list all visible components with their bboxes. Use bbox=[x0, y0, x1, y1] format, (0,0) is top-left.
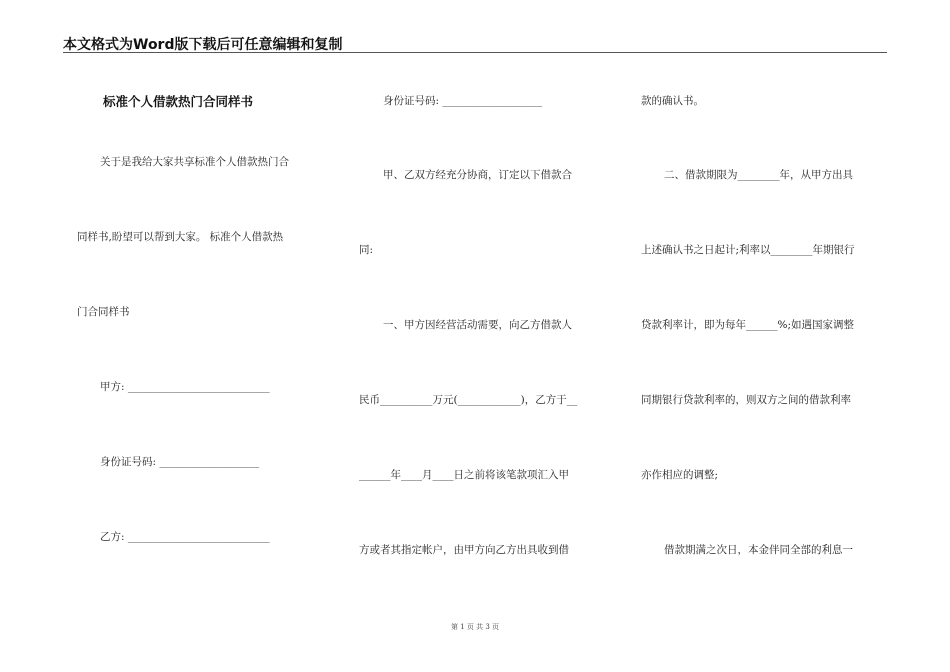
col3-line-5: 同期银行贷款利率的，则双方之间的借款利率 bbox=[641, 394, 851, 406]
document-banner: 本文格式为Word版下载后可任意编辑和复制 bbox=[63, 37, 343, 53]
party-a-id-field: 身份证号码: ___________________ bbox=[100, 456, 260, 468]
document-title: 标准个人借款热门合同样书 bbox=[103, 94, 254, 109]
party-a-field: 甲方: ___________________________ bbox=[100, 381, 270, 393]
col2-line-6: ______年____月____日之前将该笔款项汇入甲 bbox=[359, 469, 569, 481]
col2-line-3: 同: bbox=[359, 244, 374, 256]
party-b-field: 乙方: ___________________________ bbox=[100, 531, 270, 543]
col3-line-4: 贷款利率计，即为每年______%;如遇国家调整 bbox=[641, 319, 855, 331]
col1-line-2: 同样书,盼望可以帮到大家。 标准个人借款热 bbox=[77, 231, 284, 243]
col2-line-2: 甲、乙双方经充分协商，订定以下借款合 bbox=[383, 169, 572, 181]
col3-line-2: 二、借款期限为________年，从甲方出具 bbox=[664, 169, 853, 181]
party-b-id-field: 身份证号码: ___________________ bbox=[383, 95, 543, 107]
col3-line-7: 借款期满之次日，本金伴同全部的利息一 bbox=[664, 544, 853, 556]
col2-line-4: 一、甲方因经营活动需要，向乙方借款人 bbox=[383, 319, 572, 331]
col3-line-1: 款的确认书。 bbox=[641, 95, 704, 107]
col1-line-1: 关于是我给大家共享标准个人借款热门合 bbox=[100, 156, 289, 168]
col1-line-3: 门合同样书 bbox=[77, 306, 130, 318]
col2-line-7: 方或者其指定帐户，由甲方向乙方出具收到借 bbox=[359, 544, 569, 556]
col3-line-6: 亦作相应的调整; bbox=[641, 469, 719, 481]
header-divider bbox=[63, 52, 887, 53]
page-number: 第 1 页 共 3 页 bbox=[450, 623, 500, 631]
col3-line-3: 上述确认书之日起计;利率以________年期银行 bbox=[641, 244, 855, 256]
col2-line-5: 民币__________万元(____________)，乙方于__ bbox=[359, 394, 578, 406]
